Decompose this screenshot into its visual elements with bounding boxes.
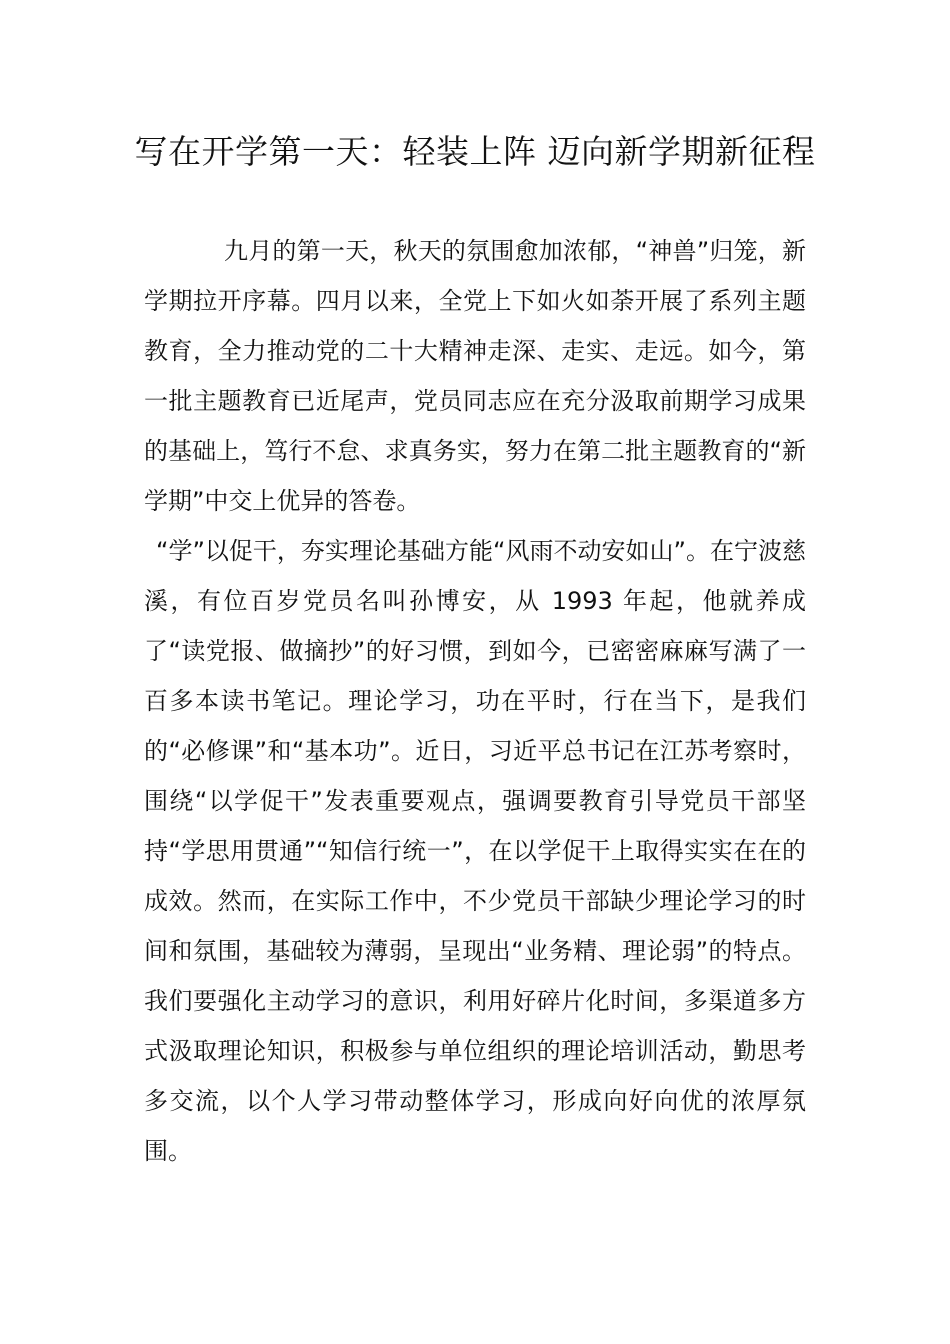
- paragraph-intro: 九月的第一天，秋天的氛围愈加浓郁，“神兽”归笼，新学期拉开序幕。四月以来，全党上下如火如荼开展了系列主题教育，全力推动党的二十大精神走深、走实、走远。如今，第一批主题教育已近尾声，党员同志应在充分汲取前期学习成果的基础上，笃行不怠、求真务实，努力在第二批主题教育的“新学期”中交上优异的答卷。: [144, 237, 806, 515]
- paragraph-study: “学”以促干，夯实理论基础方能“风雨不动安如山”。在宁波慈溪，有位百岁党员名叫孙博安，从 1993 年起，他就养成了“读党报、做摘抄”的好习惯，到如今，已密密麻麻写满了一百多本读书笔记。理论学习，功在平时，行在当下，是我们的“必修课”和“基本功”。近日，习近平总书记在江苏考察时，围绕“以学促干”发表重要观点，强调要教育引导党员干部坚持“学思用贯通”“知信行统一”，在以学促干上取得实实在在的成效。然而，在实际工作中，不少党员干部缺少理论学习的时间和氛围，基础较为薄弱，呈现出“业务精、理论弱”的特点。我们要强化主动学习的意识，利用好碎片化时间，多渠道多方式汲取理论知识，积极参与单位组织的理论培训活动，勤思考多交流，以个人学习带动整体学习，形成向好向优的浓厚氛围。: [144, 537, 806, 1165]
- document-body: [144, 226, 806, 1176]
- document-title: 写在开学第一天：轻装上阵 迈向新学期新征程: [134, 132, 816, 171]
